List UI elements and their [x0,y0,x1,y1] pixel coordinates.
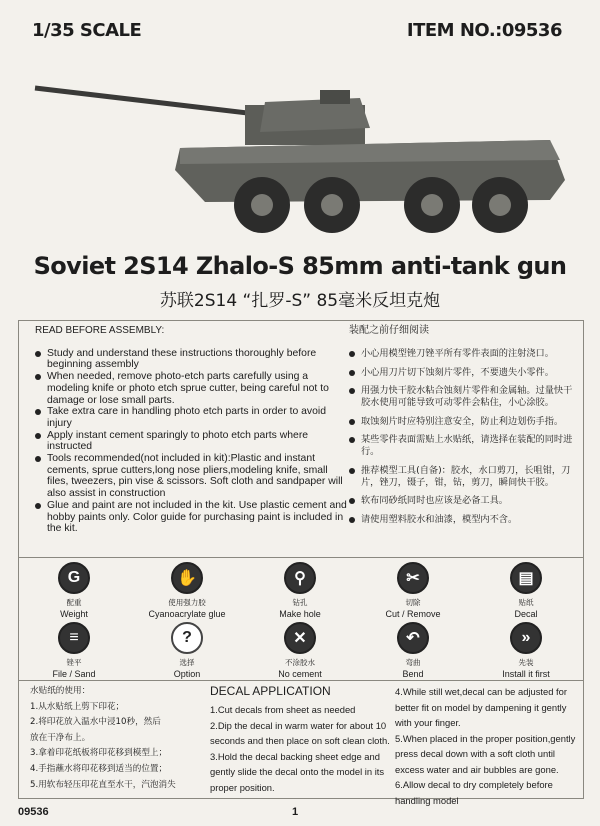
instruction-item-cn: 用强力快干胶水粘合蚀刻片零件和金属轴。过量快干胶水使用可能导致可动零件会粘住，小心涂胶。 [349,385,577,409]
legend-file [19,622,129,679]
legend-label-cn: 使用强力胶 [168,598,206,607]
decal-instructions-chinese [30,684,200,793]
decal-cn-line: 4.手指蘸水将印花移到适当的位置； [30,763,168,774]
footer-code: 09536 [18,806,49,818]
instruction-item-cn: 软布同砂纸同时也应该是必备工具。 [349,495,577,507]
instructions-panel [18,320,584,558]
legend-label-en: Install it first [502,669,550,679]
tank-illustration [30,60,575,245]
legend-label-cn: 不涂胶水 [285,658,315,667]
legend-decal [471,562,581,619]
decal-steps-1 [210,702,400,795]
decal-step: 3.Hold the decal backing sheet edge and gently slide the decal onto the model in its proper position. [210,750,385,793]
legend-label-cn: 配重 [66,598,82,607]
instruction-item: Apply instant cement sparingly to photo etch parts where instructed [35,430,349,453]
decal-step: 4.While still wet,decal can be adjusted for better fit on model by dampening it gently with your finger. [395,686,567,728]
instruction-item: Take extra care in handling photo etch parts in order to avoid injury [35,406,349,429]
instructions-english [35,325,349,535]
scale-label: 1/35 SCALE [32,20,142,41]
decal-title: DECAL APPLICATION [210,684,331,698]
option-icon: ? [171,622,203,654]
legend-hole [245,562,355,619]
weight-icon: G [58,562,90,594]
instruction-item: Tools recommended(not included in kit):Plastic and instant cements, sprue cutters,long nose pliers,modeling knife, small files, tweezers, pin vise & scissors. Soft cloth and sandpaper will also assist in construction [35,453,349,500]
legend-label-cn: 锉平 [66,658,82,667]
instruction-item-cn: 小心用模型锉刀锉平所有零件表面的注射浇口。 [349,348,577,360]
decal-step: 2.Dip the decal in warm water for about 10 seconds and then place on soft clean cloth. [210,719,390,746]
legend-label-en: Cut / Remove [385,609,441,619]
decal-cn-line: 3.拿着印花纸板将印花移到模型上； [30,748,168,759]
page-number: 1 [292,806,299,818]
legend-label-en: Bend [402,669,424,679]
bend-icon: ↶ [397,622,429,654]
file-icon: ≡ [58,622,90,654]
instruction-item-cn: 小心用刀片切下蚀刻片零件，不要遗失小零件。 [349,367,577,379]
drill-icon: ⚲ [284,562,316,594]
legend-no-cement [245,622,355,679]
legend-label-cn: 切除 [405,598,421,607]
legend-label-en: Option [173,669,201,679]
glue-icon: ✋ [171,562,203,594]
instruction-item-cn: 某些零件表面需贴上水贴纸，请选择在装配的同时进行。 [349,434,577,458]
instruction-item: When needed, remove photo-etch parts carefully using a modeling knife or photo etch sprue cutter, being careful not to damage or lose small parts. [35,371,349,406]
item-number: ITEM NO.:09536 [406,20,562,41]
legend-label-en: Weight [60,609,88,619]
decal-icon: ▤ [510,562,542,594]
symbol-legend [18,556,584,681]
instructions-heading-cn: 装配之前仔细阅读 [349,325,429,336]
legend-label-en: Decal [514,609,538,619]
decal-cn-line: 5.用软布轻压印花直至水干，汽泡消失 [30,779,176,790]
decal-step: 1.Cut decals from sheet as needed [210,704,356,715]
decal-cn-line: 2.将印花放入温水中浸10秒，然后 [30,717,161,728]
legend-bend [358,622,468,679]
instructions-chinese [349,325,577,532]
instruction-item: Glue and paint are not included in the kit. Use plastic cement and hobby paints only. Color guide for purchasing paint is included in the kit. [35,500,349,535]
legend-label-en: File / Sand [52,669,96,679]
legend-label-cn: 弯曲 [405,658,421,667]
decal-step: 6.Allow decal to dry completely before handling model [395,779,553,806]
instruction-item-cn: 推荐模型工具(自备)：胶水，水口剪刀，长咀钳，刀片，锉刀，镊子，钳，钻，剪刀，瞬间快干胶。 [349,465,577,489]
legend-glue [132,562,242,619]
decal-step: 5.When placed in the proper position,gently press decal down with a soft cloth until excess water and air bubbles are gone. [395,732,576,775]
decal-steps-2 [395,684,585,808]
title-english: Soviet 2S14 Zhalo-S 85mm anti-tank gun [33,252,567,280]
decal-cn-line: 放在干净布上。 [30,732,91,743]
legend-cut [358,562,468,619]
decal-cn-line: 1.从水贴纸上剪下印花； [30,701,125,712]
legend-label-en: No cement [278,669,322,679]
legend-label-cn: 钻孔 [292,598,308,607]
legend-install-first [471,622,581,679]
legend-label-cn: 贴纸 [518,598,534,607]
instruction-item-cn: 取蚀刻片时应特别注意安全，防止利边划伤手指。 [349,416,577,428]
legend-option [132,622,242,679]
legend-weight [19,562,129,619]
install-first-icon: » [510,622,542,654]
legend-label-cn: 先装 [518,658,534,667]
legend-label-cn: 选择 [179,658,195,667]
instruction-item: Study and understand these instructions thoroughly before beginning assembly [35,348,349,371]
no-cement-icon: ✕ [284,622,316,654]
instructions-heading-en: READ BEFORE ASSEMBLY: [35,325,165,336]
title-chinese: 苏联2S14 “扎罗-S” 85毫米反坦克炮 [159,291,441,311]
decal-cn-line: 水贴纸的使用： [30,686,91,696]
instruction-item-cn: 请使用塑料胶水和油漆，模型内不含。 [349,514,577,526]
cut-icon: ✂ [397,562,429,594]
legend-label-en: Make hole [279,609,321,619]
legend-label-en: Cyanoacrylate glue [148,609,226,619]
